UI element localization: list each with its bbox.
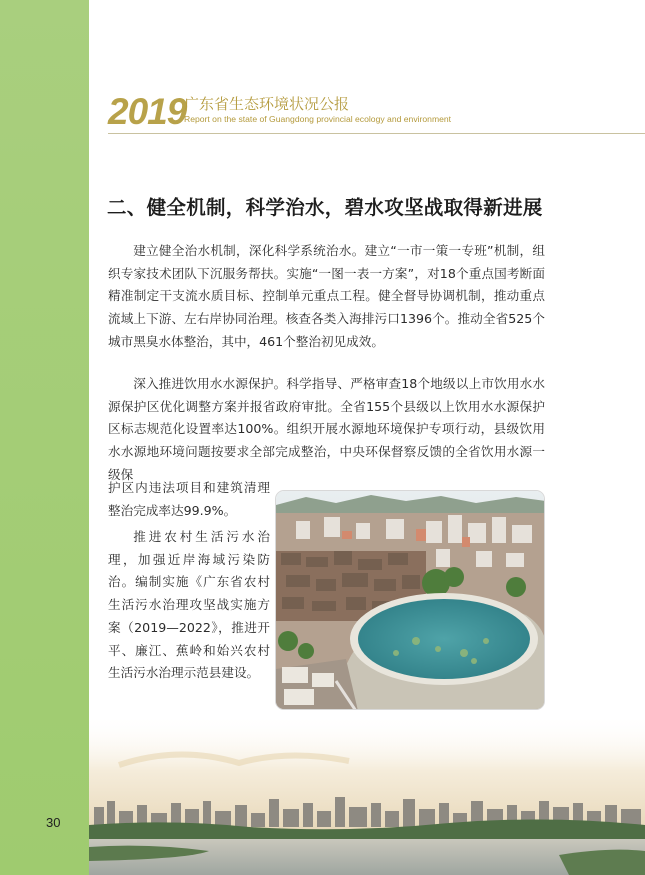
- village-pond-photo: [275, 490, 545, 710]
- skyline-illustration: [89, 715, 645, 875]
- section-title: 二、健全机制，科学治水，碧水攻坚战取得新进展: [107, 196, 543, 219]
- header-subtitle: Report on the state of Guangdong provincial ecology and environment: [184, 114, 452, 124]
- page-number: 30: [46, 815, 61, 830]
- report-header: [108, 92, 645, 134]
- village-pond-illustration: [276, 491, 545, 710]
- paragraph-rural-sewage: 推进农村生活污水治理，加强近岸海域污染防治。编制实施《广东省农村生活污水治理攻坚战实施方案（2019—2022》，推进开平、廉江、蕉岭和始兴农村生活污水治理示范县建设。: [108, 529, 270, 681]
- header-title: 广东省生态环境状况公报: [184, 95, 350, 113]
- paragraph-water-mechanism: 建立健全治水机制，深化科学系统治水。建立“一市一策一专班”机制，组织专家技术团队下沉服务帮扶。实施“一图一表一方案”，对18个重点国考断面精准制定干支流水质目标、控制单元重点工程。健全督导协调机制，推动重点流域上下游、左右岸协同治理。核查各类入海排污口1396个。推动全省525个城市黑臭水体整治，其中，461个整治初见成效。: [108, 243, 545, 349]
- sidebar-band: [0, 0, 89, 875]
- city-skyline-decoration: [89, 715, 645, 875]
- paragraph-drinking-water-continued: 护区内违法项目和建筑清理整治完成率达99.9%。: [108, 480, 270, 518]
- header-divider: [108, 133, 645, 134]
- paragraph-drinking-water: 深入推进饮用水水源保护。科学指导、严格审查18个地级以上市饮用水水源保护区优化调整方案并报省政府审批。全省155个县级以上饮用水水源保护区标志规范化设置率达100%。组织开展水源地环境保护专项行动，县级饮用水水源地环境问题按要求全部完成整治，中央环保督察反馈的全省饮用水源一级保: [108, 376, 545, 482]
- header-year: 2019: [108, 91, 187, 132]
